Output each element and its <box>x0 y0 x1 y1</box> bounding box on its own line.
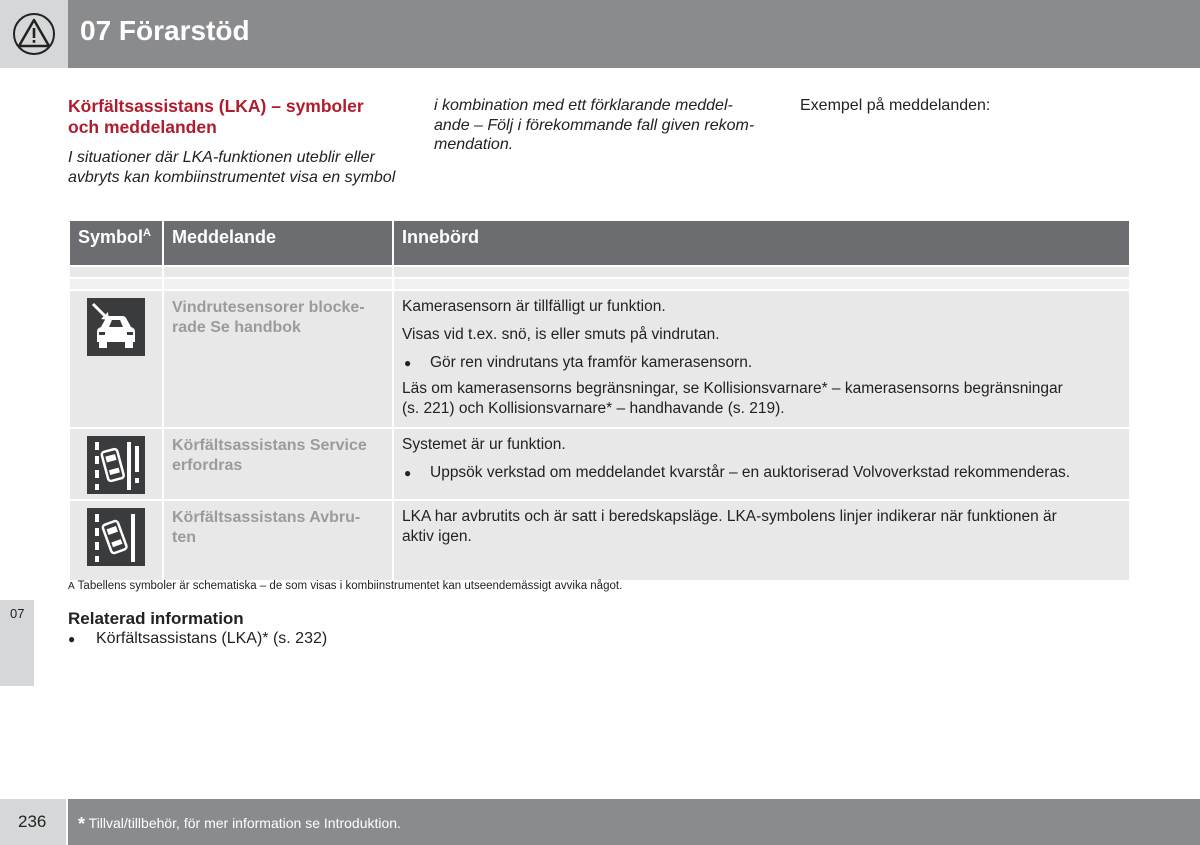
message-text: Vindrutesensorer blocke- <box>172 299 365 316</box>
warning-triangle-icon <box>12 12 56 56</box>
bullet-icon: ● <box>68 632 76 646</box>
message-cell <box>164 501 392 580</box>
symbol-cell <box>70 501 162 580</box>
meaning-text: Kamerasensorn är tillfälligt ur funktion. <box>402 298 666 315</box>
footer-text: Tillval/tillbehör, för mer information se Introduktion. <box>88 815 401 831</box>
message-cell <box>164 429 392 499</box>
message-text: erfordras <box>172 457 243 474</box>
intro-column-2 <box>434 96 774 155</box>
intro-text <box>68 148 408 187</box>
footnote-marker: A <box>143 227 151 239</box>
section-title <box>68 96 408 138</box>
asterisk-icon: * <box>78 814 86 834</box>
table-row <box>70 429 1129 499</box>
message-text: Körfältsassistans Avbru- <box>172 509 361 526</box>
meaning-text: Visas vid t.ex. snö, is eller smuts på vindrutan. <box>402 326 720 343</box>
column-header-symbol <box>70 221 162 265</box>
table-spacer-row <box>70 279 1129 289</box>
header-label: Symbol <box>78 227 144 247</box>
chapter-side-tab <box>0 600 34 686</box>
meaning-line: Läs om kamerasensorns begränsningar, se Kollisionsvarnare* – kamerasensorns begränsningar <box>402 380 1063 397</box>
camera-sensor-blocked-icon <box>87 298 145 356</box>
page-number: 236 <box>18 812 47 831</box>
bullet-item: ● Uppsök verkstad om meddelandet kvarstår – en auktoriserad Volvoverkstad rekommenderas. <box>402 463 1121 483</box>
meaning-line: aktiv igen. <box>402 528 472 545</box>
symbol-cell <box>70 429 162 499</box>
chapter-number: 07 <box>10 606 25 621</box>
related-info-title: Relaterad information <box>68 609 244 628</box>
footer-note <box>78 814 401 835</box>
symbol-cell <box>70 291 162 427</box>
section-title-line: och meddelanden <box>68 117 217 137</box>
chapter-title: 07 Förarstöd <box>80 15 250 46</box>
section-title-line: Körfältsassistans (LKA) – symboler <box>68 96 364 116</box>
table-row <box>70 501 1129 580</box>
intro-line: ande – Följ i förekommande fall given rekom- <box>434 116 755 134</box>
meaning-line: (s. 221) och Kollisionsvarnare* – handhavande (s. 219). <box>402 400 785 417</box>
message-text: Körfältsassistans Service <box>172 437 367 454</box>
message-text: ten <box>172 529 196 546</box>
table-row <box>70 291 1129 427</box>
meaning-cell <box>394 291 1129 427</box>
table-spacer-row <box>70 267 1129 277</box>
meaning-text: Systemet är ur funktion. <box>402 436 566 453</box>
related-link[interactable]: Körfältsassistans (LKA)* (s. 232) <box>96 630 328 647</box>
intro-line: I situationer där LKA-funktionen uteblir eller <box>68 149 375 166</box>
footer-bar <box>68 799 1200 845</box>
intro-line: avbryts kan kombiinstrumentet visa en symbol <box>68 168 396 186</box>
related-info-item[interactable] <box>68 630 327 648</box>
intro-line: mendation. <box>434 136 514 153</box>
warning-badge <box>0 0 68 68</box>
examples-label: Exempel på meddelanden: <box>800 97 991 114</box>
intro-line: i kombination med ett förklarande meddel- <box>434 97 733 114</box>
table-footnote <box>68 580 622 592</box>
column-header-message: Meddelande <box>164 221 392 265</box>
footer-page-box <box>0 799 66 845</box>
lane-assist-interrupted-icon <box>87 508 145 566</box>
table-header-row <box>70 221 1129 265</box>
lka-messages-table <box>68 219 1131 582</box>
footnote-text: Tabellens symboler är schematiska – de som visas i kombiinstrumentet kan utseendemässigt avvika något. <box>77 580 623 592</box>
meaning-cell <box>394 501 1129 580</box>
column-header-meaning: Innebörd <box>394 221 1129 265</box>
intro-column-3 <box>800 96 1130 116</box>
lane-assist-service-icon <box>87 436 145 494</box>
message-cell <box>164 291 392 427</box>
bullet-item: ● Gör ren vindrutans yta framför kamerasensorn. <box>402 353 1121 373</box>
meaning-text <box>402 379 1121 419</box>
meaning-line: LKA har avbrutits och är satt i beredskapsläge. LKA-symbolens linjer indikerar när funktionen är <box>402 508 1057 525</box>
chapter-header <box>0 0 1200 68</box>
intro-column-1 <box>68 96 408 187</box>
footnote-marker: A <box>68 581 75 592</box>
meaning-cell <box>394 429 1129 499</box>
message-text: rade Se handbok <box>172 319 301 336</box>
